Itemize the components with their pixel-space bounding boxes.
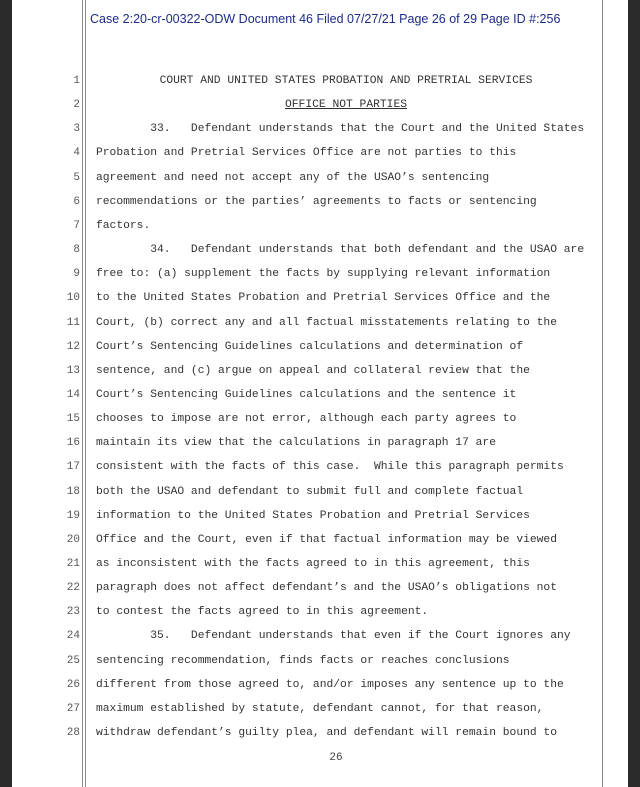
right-margin-rule [602,0,603,787]
body-text-line: chooses to impose are not error, although each party agrees to [96,413,517,425]
body-text-line: agreement and need not accept any of the USAO’s sentencing [96,172,490,184]
line-number: 16 [66,437,80,449]
body-text-line: both the USAO and defendant to submit full and complete factual [96,486,524,498]
line-number: 28 [66,727,80,739]
section-heading: COURT AND UNITED STATES PROBATION AND PRETRIAL SERVICES [159,75,533,87]
body-text-line: as inconsistent with the facts agreed to in this agreement, this [96,558,530,570]
line-number: 19 [66,510,80,522]
line-number: 9 [73,268,80,280]
body-text-line: 35. Defendant understands that even if the Court ignores any [96,630,571,642]
line-number: 10 [66,292,80,304]
body-text-line: Office and the Court, even if that factual information may be viewed [96,534,557,546]
line-number: 1 [73,75,80,87]
body-text-line: sentencing recommendation, finds facts or reaches conclusions [96,655,510,667]
line-number: 2 [73,99,80,111]
line-number: 12 [66,341,80,353]
body-text-line: Probation and Pretrial Services Office are not parties to this [96,147,517,159]
body-text-line: maximum established by statute, defendant cannot, for that reason, [96,703,544,715]
line-number: 23 [66,606,80,618]
body-text-line: to the United States Probation and Pretrial Services Office and the [96,292,551,304]
body-text-line: 34. Defendant understands that both defendant and the USAO are [96,244,585,256]
section-heading: OFFICE NOT PARTIES [284,99,408,111]
left-margin-rule [82,0,83,787]
body-text-line: factors. [96,220,151,232]
line-number: 22 [66,582,80,594]
line-number: 6 [73,196,80,208]
body-text-line: to contest the facts agreed to in this agreement. [96,606,429,618]
body-text-line: different from those agreed to, and/or imposes any sentence up to the [96,679,564,691]
body-text-line: paragraph does not affect defendant’s and the USAO’s obligations not [96,582,557,594]
body-text-line: recommendations or the parties’ agreements to facts or sentencing [96,196,537,208]
line-number: 15 [66,413,80,425]
line-number: 17 [66,461,80,473]
case-header: Case 2:20-cr-00322-ODW Document 46 Filed 07/27/21 Page 26 of 29 Page ID #:256 [90,12,561,26]
line-number: 27 [66,703,80,715]
body-text-line: Court, (b) correct any and all factual misstatements relating to the [96,317,557,329]
line-number: 26 [66,679,80,691]
line-number: 11 [66,317,80,329]
line-number: 25 [66,655,80,667]
line-number: 8 [73,244,80,256]
line-number: 4 [73,147,80,159]
line-number: 5 [73,172,80,184]
left-margin-rule-inner [85,0,86,787]
line-number: 3 [73,123,80,135]
body-text-line: Court’s Sentencing Guidelines calculations and the sentence it [96,389,517,401]
line-number: 7 [73,220,80,232]
body-text-line: withdraw defendant’s guilty plea, and defendant will remain bound to [96,727,557,739]
line-number: 13 [66,365,80,377]
body-text-line: Court’s Sentencing Guidelines calculations and determination of [96,341,524,353]
line-number: 21 [66,558,80,570]
body-text-line: 33. Defendant understands that the Court and the United States [96,123,585,135]
body-text-line: sentence, and (c) argue on appeal and collateral review that the [96,365,530,377]
body-text-line: maintain its view that the calculations in paragraph 17 are [96,437,496,449]
line-number: 20 [66,534,80,546]
document-page [12,0,628,787]
body-text-line: consistent with the facts of this case. While this paragraph permits [96,461,564,473]
line-number: 14 [66,389,80,401]
line-number: 18 [66,486,80,498]
line-number: 24 [66,630,80,642]
body-text-line: free to: (a) supplement the facts by supplying relevant information [96,268,551,280]
body-text-line: information to the United States Probation and Pretrial Services [96,510,530,522]
page-number: 26 [329,752,343,764]
